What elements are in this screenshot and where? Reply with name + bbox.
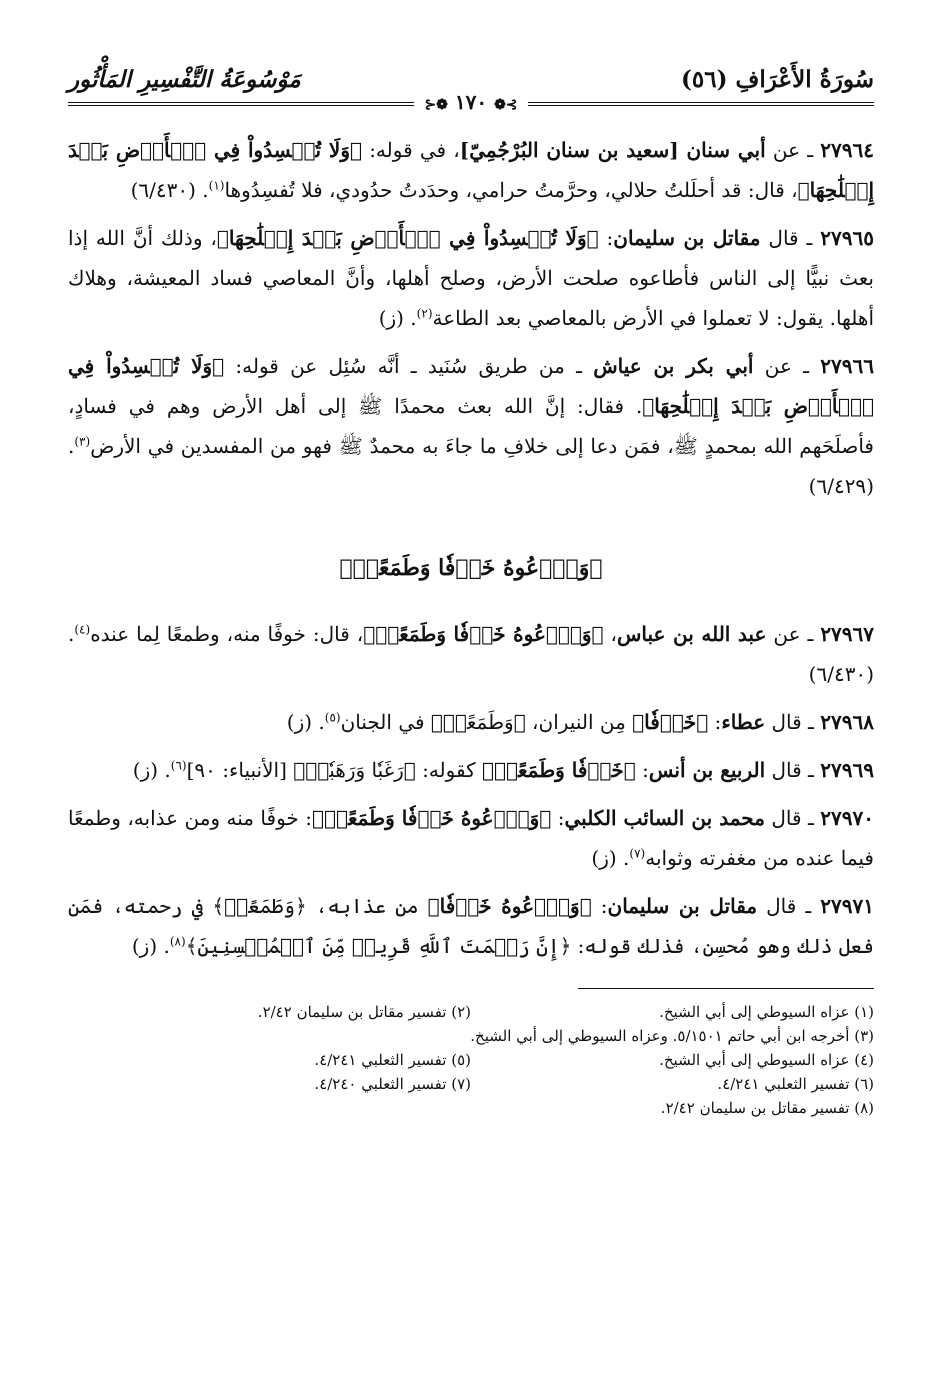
entry-reference: . (ز) (131, 934, 170, 958)
entry-number: ٢٧٩٦٦ (820, 354, 874, 378)
footnote-marker: (٦) (170, 758, 187, 773)
entry-connector: ـ من طريق سُنَيد ـ أنَّه سُئِل عن قوله: (224, 354, 594, 378)
entry-text: مِن النيران، ﴿وَطَمَعًاۚ﴾ في الجنان (340, 710, 633, 734)
quran-quote: ﴿خَوۡفٗا وَطَمَعًاۚ﴾ (481, 758, 636, 782)
narration-entry (68, 130, 874, 210)
entry-intro: ـ عن (766, 622, 821, 646)
narration-entry (68, 346, 874, 506)
footnote: (٣) أخرجه ابن أبي حاتم ٥/١٥٠١. وعزاه السيوطي إلى أبي الشيخ. (470, 1027, 874, 1045)
narration-entry (68, 750, 874, 790)
quran-quote: ﴿وَلَا تُفۡسِدُواْ فِي ٱلۡأَرۡضِ بَعۡدَ إِصۡلَٰحِهَا﴾ (68, 138, 874, 202)
quran-quote: ﴿خَوۡفٗا﴾ (632, 710, 709, 734)
entry-text: ، قال: قد أحلَلتُ حلالي، وحرَّمتُ حرامي، وحدَدتُ حدُودي، فلا تُفسِدُوها (224, 178, 798, 202)
footnote-row (68, 1025, 874, 1047)
entry-text: . فقال: إنَّ الله بعث محمدًا ﷺ إلى أهل الأرض وهم في فسادٍ، فأصلَحَهم الله بمحمدٍ ﷺ، فمَن دعا إلى خلافِ ما جاءَ به محمدٌ ﷺ فهو من المفسدين في الأرض (68, 394, 874, 458)
entry-intro: ـ قال (765, 710, 821, 734)
page-number: ١٧٠ (454, 90, 488, 114)
entry-text: : خوفًا منه ومن عذابه، وطمعًا فيما عنده من مغفرته وثوابه (68, 806, 874, 870)
narrator-name: أبي سنان [سعيد بن سنان البُرْجُمِيّ] (459, 138, 766, 162)
footnote: (٢) تفسير مقاتل بن سليمان ٢/٤٢. (257, 1003, 471, 1021)
entry-number: ٢٧٩٦٨ (820, 710, 874, 734)
entry-intro: ـ عن (765, 138, 821, 162)
entry-number: ٢٧٩٦٥ (820, 226, 874, 250)
entry-reference: . (٦/٤٣٠) (68, 622, 874, 686)
narration-entry (68, 614, 874, 694)
entry-number: ٢٧٩٦٤ (820, 138, 875, 162)
page-content (68, 130, 874, 1119)
ornament-left-icon: ❁⊰ (424, 97, 448, 113)
footnote-row (68, 1097, 874, 1119)
entry-intro: ـ قال (757, 894, 821, 918)
entry-text: من عذابه، ﴿وَطَمَعًاۚ﴾ في رحمته، فمَن فعل ذلك وهو مُحسِن، فذلك قوله: ﴿إِنَّ رَحۡمَتَ ٱللَّهِ قَرِيبٞ مِّنَ ٱلۡمُحۡسِنِينَ﴾ (68, 894, 874, 958)
entry-connector: : (598, 226, 614, 250)
quran-quote: ﴿وَٱدۡعُوهُ خَوۡفٗا وَطَمَعًاۚ﴾ (363, 622, 604, 646)
footnote-rule (578, 988, 874, 989)
entry-reference: . (ز) (378, 306, 417, 330)
footnote: (١) عزاه السيوطي إلى أبي الشيخ. (659, 1003, 874, 1021)
narrator-name: محمد بن السائب الكلبي (564, 806, 765, 830)
footnote: (٧) تفسير الثعلبي ٤/٢٤٠. (314, 1075, 471, 1093)
entry-number: ٢٧٩٧١ (820, 894, 874, 918)
footnotes (68, 1001, 874, 1119)
ornament-right-icon: ⊱❁ (494, 97, 518, 113)
narrator-name: أبي بكر بن عياش (593, 354, 754, 378)
entry-connector: : (551, 806, 565, 830)
quran-quote: ﴿وَلَا تُفۡسِدُواْ فِي ٱلۡأَرۡضِ بَعۡدَ إِصۡلَٰحِهَا﴾ (68, 354, 875, 418)
entry-text: ، قال: خوفًا منه، وطمعًا لِما عنده (90, 622, 364, 646)
quran-quote: ﴿وَلَا تُفۡسِدُواْ فِي ٱلۡأَرۡضِ بَعۡدَ إِصۡلَٰحِهَا﴾ (216, 226, 599, 250)
narration-entry (68, 702, 874, 742)
entry-number: ٢٧٩٦٧ (820, 622, 875, 646)
quran-quote: ﴿وَٱدۡعُوهُ خَوۡفٗا وَطَمَعًاۚ﴾ (311, 806, 552, 830)
footnote: (٤) عزاه السيوطي إلى أبي الشيخ. (659, 1051, 874, 1069)
narrator-name: عبد الله بن عباس (616, 622, 767, 646)
entry-connector: : (635, 758, 649, 782)
entry-connector: ، في قوله: (362, 138, 460, 162)
section-heading: ﴿وَٱدۡعُوهُ خَوۡفٗا وَطَمَعًاۚ﴾ (339, 555, 603, 581)
entry-number: ٢٧٩٦٩ (820, 758, 874, 782)
entry-text: ، وذلك أنَّ الله إذا بعث نبيًّا إلى الناس فأطاعوه صلحت الأرض، وصلح أهلها، وأنَّ المعاصي فساد المعيشة، وهلاك أهلها. يقول: لا تعملوا في الأرض بالمعاصي بعد الطاعة (68, 226, 874, 330)
narrator-name: الربيع بن أنس (648, 758, 766, 782)
entry-reference: . (٦/٤٣٠) (130, 178, 209, 202)
quran-quote: ﴿وَٱدۡعُوهُ خَوۡفٗا﴾ (427, 894, 592, 918)
narration-entry (68, 218, 874, 338)
narrator-name: مقاتل بن سليمان (613, 226, 761, 250)
entry-connector: : (591, 894, 608, 918)
footnote-row (68, 1049, 874, 1071)
entry-reference: . (ز) (286, 710, 325, 734)
entries-group-a (68, 130, 874, 506)
entry-number: ٢٧٩٧٠ (820, 806, 874, 830)
footnote-marker: (٣) (74, 434, 91, 449)
entry-text: كقوله: ﴿رَغَبٗا وَرَهَبٗاۖ﴾ [الأنبياء: ٩٠] (186, 758, 482, 782)
entry-reference: . (ز) (591, 846, 630, 870)
narrator-name: عطاء (721, 710, 766, 734)
entry-intro: ـ قال (760, 226, 821, 250)
book-title: مَوْسُوعَةُ التَّفْسِيرِ المَأْثُور (68, 66, 301, 93)
footnote-marker: (٢) (416, 306, 433, 321)
page-header (68, 62, 874, 114)
page-number-box (414, 90, 527, 114)
entry-connector: : (708, 710, 722, 734)
footnote-marker: (٥) (324, 710, 341, 725)
footnote-marker: (٨) (169, 934, 186, 949)
footnote: (٥) تفسير الثعلبي ٤/٢٤١. (314, 1051, 471, 1069)
entry-reference: . (ز) (132, 758, 171, 782)
footnote-marker: (١) (208, 178, 225, 193)
entry-connector: ، (603, 622, 617, 646)
entry-intro: ـ قال (765, 758, 821, 782)
narration-entry (68, 886, 874, 966)
narrator-name: مقاتل بن سليمان (607, 894, 758, 918)
surah-title: سُورَةُ الأَعْرَافِ (٥٦) (681, 66, 874, 93)
footnote: (٦) تفسير الثعلبي ٤/٢٤١. (717, 1075, 874, 1093)
entries-group-b (68, 614, 874, 966)
footnote-marker: (٧) (629, 846, 646, 861)
entry-intro: ـ قال (764, 806, 821, 830)
narration-entry (68, 798, 874, 878)
footnote-row (68, 1073, 874, 1095)
entry-reference: . (٦/٤٢٩) (68, 434, 874, 498)
footnote-marker: (٤) (74, 622, 91, 637)
entry-intro: ـ عن (753, 354, 821, 378)
footnote: (٨) تفسير مقاتل بن سليمان ٢/٤٢. (660, 1099, 874, 1117)
footnote-row (68, 1001, 874, 1023)
